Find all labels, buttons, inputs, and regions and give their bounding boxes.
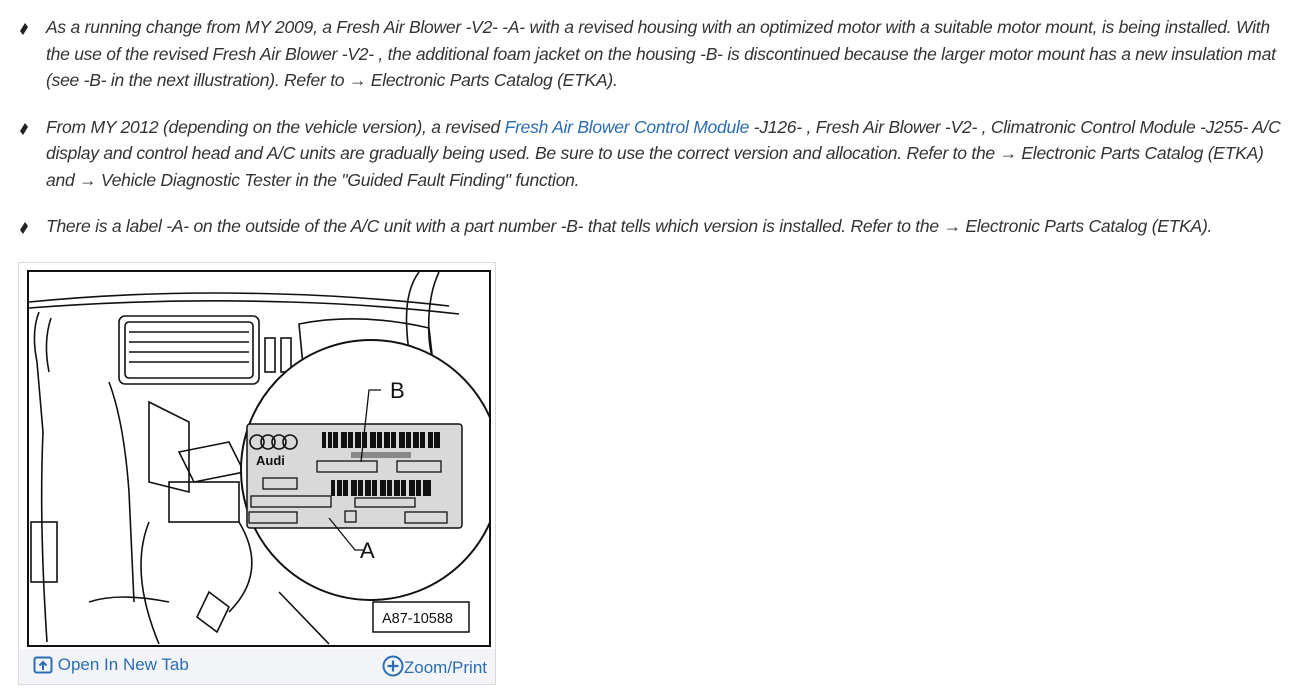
diamond-bullet-icon (20, 123, 28, 135)
bullet-text: There is a label -A- on the outside of the A/C unit with a part number -B- that tells which version is installed. Refer to the → Electronic Parts Catalog (ETKA). (46, 216, 1213, 236)
open-in-new-tab-button[interactable] (33, 655, 189, 675)
bullet-text-suffix: -J126- , Fresh Air Blower -V2- , Climatronic Control Module -J255- A/C display and control head and A/C units are gradually being used. Be sure to use the correct version and allocation. Refer to the → Electronic Parts Catalog (ETKA) and → Vehicle Diagnostic Tester in the "Guided Fault Finding" function. (46, 116, 1281, 190)
zoom-print-label: Zoom/Print (403, 658, 487, 677)
bullet-text: As a running change from MY 2009, a Fresh Air Blower -V2- -A- with a revised housing with an optimized motor with a suitable motor mount, is being installed. With the use of the revised Fresh Air Blower -V2- , the additional foam jacket on the housing -B- is discontinued because the larger motor mount has a new insulation mat (see -B- in the next illustration). Refer to → Electronic Parts Catalog (ETKA). (46, 17, 1276, 90)
illustration-drawing (29, 272, 489, 645)
diamond-bullet-icon (20, 222, 28, 234)
brand-text: Audi (256, 453, 285, 468)
fresh-air-blower-control-module-link[interactable]: Fresh Air Blower Control Module (504, 116, 750, 137)
list-item (0, 114, 1307, 194)
ac-unit-label-illustration (27, 270, 491, 647)
callout-b: B (390, 378, 405, 403)
figure-toolbar (19, 649, 495, 684)
open-new-tab-icon (33, 656, 53, 674)
diamond-bullet-icon (20, 23, 28, 35)
callout-a: A (360, 538, 375, 563)
bullet-text-prefix: From MY 2012 (depending on the vehicle version), a revised (46, 116, 505, 137)
list-item (0, 213, 1307, 240)
bullet-list (0, 14, 1307, 260)
figure-id: A87-10588 (382, 611, 453, 627)
figure-card (18, 262, 496, 685)
open-in-new-tab-label: Open In New Tab (57, 655, 189, 674)
zoom-plus-icon (382, 655, 404, 677)
list-item (0, 14, 1307, 94)
zoom-print-button[interactable] (382, 655, 487, 678)
